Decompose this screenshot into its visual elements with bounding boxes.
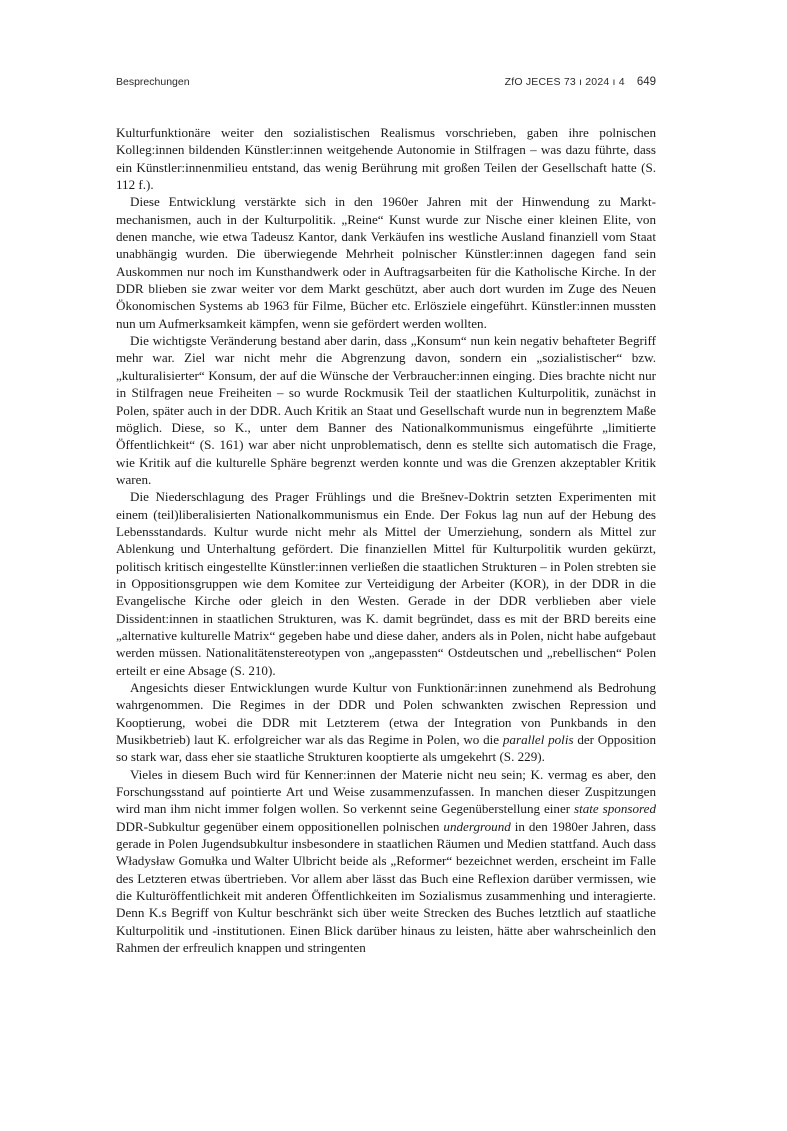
italic-term: underground xyxy=(443,818,511,834)
article-body xyxy=(116,124,656,957)
italic-term: state sponsored xyxy=(574,801,656,817)
paragraph xyxy=(116,766,656,957)
text-run: in den 1980er Jahren, dass gerade in Polen Jugendsubkultur insbesondere in staatlichen Räumen und Medien stattfand. Auch dass Władysław Gomułka und Walter Ulbricht beide als „Reformer“ bezeichnet werden, erscheint im Falle des Letzteren etwas übertrieben. Vor allem aber lässt das Buch eine Reflexion darüber vermissen, wie die Kulturöffentlichkeit mit anderen Öffentlichkeiten im Sozialismus zusammenhing und interagierte. Denn K.s Begriff von Kultur beschränkt sich über weite Strecken des Buches letztlich auf staatliche Kulturpolitik und -institutionen. Einen Blick darüber hinaus zu leisten, hätte aber wahrscheinlich den Rahmen der erfreulich knappen und stringenten xyxy=(116,818,656,956)
paragraph xyxy=(116,488,656,679)
text-run: Angesichts dieser Entwicklungen wurde Kultur von Funktionär:innen zunehmend als Bedrohung wahrgenommen. Die Regimes in der DDR und Polen schwankten zwischen Repression und Kooptierung, wobei die DDR mit Letzterem (etwa der Integration von Punkbands in den Musikbetrieb) laut K. erfolgreicher war als das Regime in Polen, wo die xyxy=(116,680,656,748)
journal-info xyxy=(505,76,656,88)
paragraph xyxy=(116,679,656,766)
text-run: Diese Entwicklung verstärkte sich in den 1960er Jahren mit der Hinwendung zu Marktmechanismen, auch in der Kulturpolitik. „Reine“ Kunst wurde zur Nische einer kleinen Elite, von denen manche, wie etwa Tadeusz Kantor, dank Verkäufen ins westliche Ausland finanziell vom Staat unabhängig wurden. Die überwiegende Mehrheit polnischer Künstler:innen dagegen fand sein Auskommen nur noch im Kunsthandwerk oder in Auftragsarbeiten für die Katholische Kirche. In der DDR blieben sie zwar weiter vor dem Markt geschützt, aber auch dort wurden im Zuge des Neuen Ökonomischen Systems ab 1963 für Filme, Bücher etc. Erlösziele eingeführt. Künstler:innen mussten nun um Aufmerksamkeit kämpfen, wenn sie gefördert werden wollten. xyxy=(116,194,656,331)
page-number: 649 xyxy=(636,76,656,88)
text-run: der Opposition so stark war, dass eher sie staatliche Strukturen kooptierte als umgekehrt (S. 229). xyxy=(116,732,656,765)
paragraph xyxy=(116,193,656,332)
paragraph xyxy=(116,332,656,488)
italic-term: parallel polis xyxy=(502,732,574,748)
text-run: Kulturfunktionäre weiter den sozialistischen Realismus vorschrieben, gaben ihre polnischen Kolleg:innen bildenden Künstler:innen weitgehende Autonomie in Stilfragen – was dazu führte, dass ein Künstler:innenmilieu entstand, das wenig Berührung mit großen Teilen der Gesellschaft hatte (S. 112 f.). xyxy=(116,125,656,193)
paragraph xyxy=(116,124,656,193)
journal-reference: ZfO JECES 73 ı 2024 ı 4 xyxy=(504,76,625,88)
text-run: Die Niederschlagung des Prager Frühlings und die Brešnev-Doktrin setzten Experimenten mit einem (teil)liberalisierten Nationalkommunismus ein Ende. Der Fokus lag nun auf der Hebung des Lebensstandards. Kultur wurde nicht mehr als Mittel der Umerziehung, sondern als Mittel zur Ablenkung und Unterhaltung gefördert. Die finanziellen Mittel für Kulturpolitik wurden gekürzt, politisch kritisch eingestellte Künstler:innen verließen die staatlichen Strukturen – in Polen strebten sie in Oppositionsgruppen wie dem Komitee zur Verteidigung der Arbeiter (KOR), in der DDR in die Evangelische Kirche oder gleich in den Westen. Gerade in der DDR verblieben aber viele Dissident:innen in staatlichen Strukturen, was K. damit begründet, dass es mit der BRD bereits eine „alternative kulturelle Matrix“ gegeben habe und diese daher, anders als in Polen, nicht habe aufgebaut werden müssen. Nationalitätenstereotypen von „angepassten“ Ostdeutschen und „rebellischen“ Polen erteilt er eine Absage (S. 210). xyxy=(116,489,656,678)
section-title: Besprechungen xyxy=(116,76,190,88)
text-run: Die wichtigste Veränderung bestand aber darin, dass „Konsum“ nun kein negativ behafteter Begriff mehr war. Ziel war nicht mehr die Abgrenzung davon, sondern ein „sozialistischer“ bzw. „kulturalisierter“ Konsum, der auf die Wünsche der Verbraucher:innen einging. Dies brachte nicht nur in Stilfragen neue Freiheiten – so wurde Rockmusik Teil der staatlichen Kulturpolitik, zunächst in Polen, später auch in der DDR. Auch Kritik an Staat und Gesellschaft wurde nun in begrenztem Maße möglich. Diese, so K., unter dem Banner des Nationalkommunismus eingeführte „limitierte Öffentlichkeit“ (S. 161) war aber nicht unproblematisch, denn es stellte sich automatisch die Frage, wie Kritik auf die kulturelle Sphäre begrenzt werden konnte und was die Grenzen akzeptabler Kritik waren. xyxy=(116,333,656,487)
text-run: Vieles in diesem Buch wird für Kenner:innen der Materie nicht neu sein; K. vermag es aber, den Forschungsstand auf pointierte Art und Weise zusammenzufassen. In manchen dieser Zuspitzungen wird man ihm nicht immer folgen wollen. So verkennt seine Gegenüberstellung einer xyxy=(116,766,656,817)
running-header xyxy=(116,76,656,92)
text-run: DDR-Subkultur gegenüber einem oppositionellen polnischen xyxy=(116,818,444,834)
